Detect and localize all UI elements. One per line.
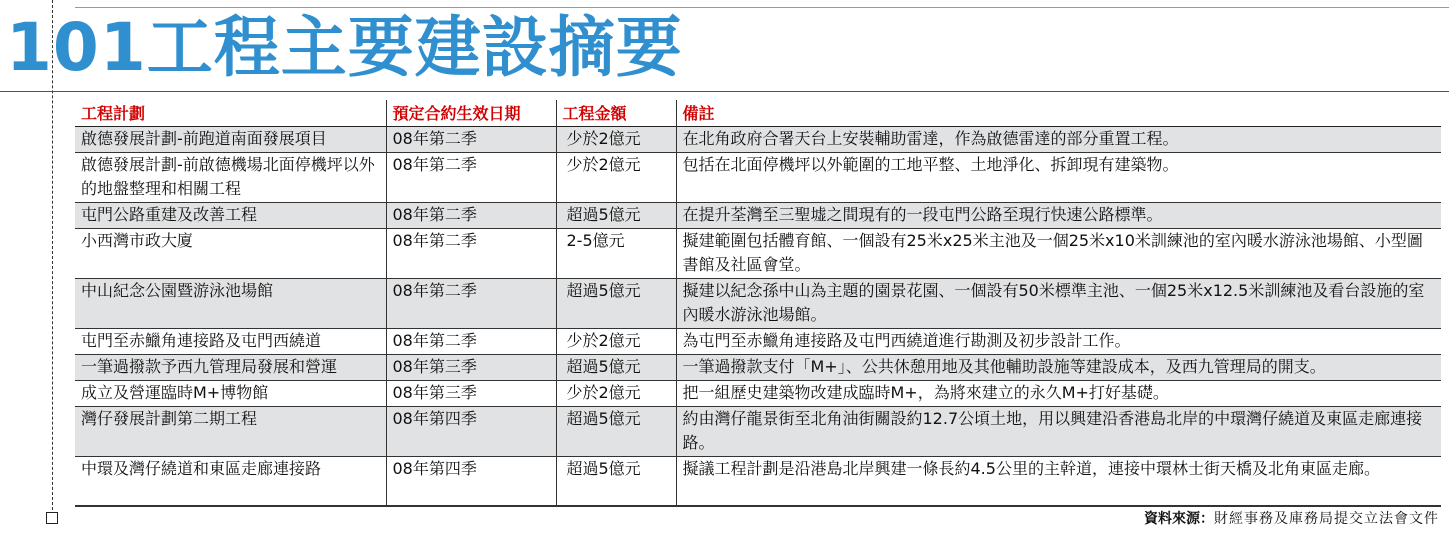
amount-cell: 超過5億元 xyxy=(556,355,676,381)
project-cell: 中山紀念公園暨游泳池場館 xyxy=(75,279,386,329)
bottom-rule xyxy=(75,505,1441,506)
date-cell: 08年第二季 xyxy=(386,329,556,355)
table-row xyxy=(75,381,1441,407)
header-note: 備註 xyxy=(676,100,1441,127)
amount-cell: 超過5億元 xyxy=(556,457,676,507)
project-cell: 啟德發展計劃-前跑道南面發展項目 xyxy=(75,127,386,153)
note-cell: 擬議工程計劃是沿港島北岸興建一條長約4.5公里的主幹道，連接中環林士街天橋及北角東區走廊。 xyxy=(676,457,1441,507)
header-date: 預定合約生效日期 xyxy=(386,100,556,127)
date-cell: 08年第二季 xyxy=(386,229,556,279)
table-row xyxy=(75,407,1441,457)
date-cell: 08年第二季 xyxy=(386,153,556,203)
project-cell: 小西灣市政大廈 xyxy=(75,229,386,279)
header-project: 工程計劃 xyxy=(75,100,386,127)
project-cell: 成立及營運臨時M+博物館 xyxy=(75,381,386,407)
amount-cell: 超過5億元 xyxy=(556,279,676,329)
table-row xyxy=(75,457,1441,507)
project-cell: 啟德發展計劃-前啟德機場北面停機坪以外的地盤整理和相關工程 xyxy=(75,153,386,203)
project-cell: 灣仔發展計劃第二期工程 xyxy=(75,407,386,457)
amount-cell: 超過5億元 xyxy=(556,203,676,229)
amount-cell: 2-5億元 xyxy=(556,229,676,279)
source-label: 資料來源： xyxy=(1144,511,1214,527)
date-cell: 08年第二季 xyxy=(386,279,556,329)
projects-table xyxy=(75,100,1441,507)
date-cell: 08年第二季 xyxy=(386,127,556,153)
page-title: 101工程主要建設摘要 xyxy=(6,9,683,86)
source-note xyxy=(1144,508,1439,530)
note-cell: 在提升荃灣至三聖墟之間現有的一段屯門公路至現行快速公路標準。 xyxy=(676,203,1441,229)
note-cell: 包括在北面停機坪以外範圍的工地平整、土地淨化、拆卸現有建築物。 xyxy=(676,153,1441,203)
note-cell: 一筆過撥款支付「M+」、公共休憩用地及其他輔助設施等建設成本，及西九管理局的開支。 xyxy=(676,355,1441,381)
amount-cell: 超過5億元 xyxy=(556,407,676,457)
project-cell: 屯門公路重建及改善工程 xyxy=(75,203,386,229)
note-cell: 擬建範圍包括體育館、一個設有25米x25米主池及一個25米x10米訓練池的室內暖水游泳池場館、小型圖書館及社區會堂。 xyxy=(676,229,1441,279)
table-row xyxy=(75,355,1441,381)
table-row xyxy=(75,329,1441,355)
table-row xyxy=(75,153,1441,203)
table-row xyxy=(75,229,1441,279)
table-row xyxy=(75,279,1441,329)
project-cell: 中環及灣仔繞道和東區走廊連接路 xyxy=(75,457,386,507)
date-cell: 08年第三季 xyxy=(386,381,556,407)
source-text: 財經事務及庫務局提交立法會文件 xyxy=(1214,511,1439,527)
note-cell: 在北角政府合署天台上安裝輔助雷達，作為啟德雷達的部分重置工程。 xyxy=(676,127,1441,153)
note-cell: 把一組歷史建築物改建成臨時M+，為將來建立的永久M+打好基礎。 xyxy=(676,381,1441,407)
note-cell: 約由灣仔龍景街至北角油街關設約12.7公頃土地，用以興建沿香港島北岸的中環灣仔繞道及東區走廊連接路。 xyxy=(676,407,1441,457)
date-cell: 08年第二季 xyxy=(386,203,556,229)
project-cell: 屯門至赤鱲角連接路及屯門西繞道 xyxy=(75,329,386,355)
amount-cell: 少於2億元 xyxy=(556,381,676,407)
amount-cell: 少於2億元 xyxy=(556,153,676,203)
date-cell: 08年第四季 xyxy=(386,457,556,507)
note-cell: 擬建以紀念孫中山為主題的園景花園、一個設有50米標準主池、一個25米x12.5米訓練池及看台設施的室內暖水游泳池場館。 xyxy=(676,279,1441,329)
table-row xyxy=(75,127,1441,153)
note-cell: 為屯門至赤鱲角連接路及屯門西繞道進行勘測及初步設計工作。 xyxy=(676,329,1441,355)
amount-cell: 少於2億元 xyxy=(556,329,676,355)
project-cell: 一筆過撥款予西九管理局發展和營運 xyxy=(75,355,386,381)
table-row xyxy=(75,203,1441,229)
amount-cell: 少於2億元 xyxy=(556,127,676,153)
table-header-row xyxy=(75,100,1441,127)
crop-mark-box xyxy=(46,512,58,524)
title-rule xyxy=(0,91,1449,92)
date-cell: 08年第三季 xyxy=(386,355,556,381)
date-cell: 08年第四季 xyxy=(386,407,556,457)
header-amount: 工程金額 xyxy=(556,100,676,127)
